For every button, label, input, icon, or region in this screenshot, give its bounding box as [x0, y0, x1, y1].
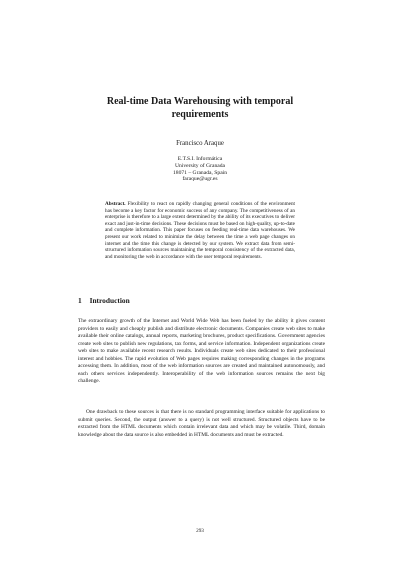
- section-title: Introduction: [89, 296, 130, 305]
- page-number: 293: [196, 528, 204, 534]
- author-affiliation: [100, 156, 300, 183]
- author-name: Francisco Araque: [176, 140, 224, 147]
- affiliation-address: 18071 – Granada, Spain: [172, 169, 228, 176]
- author-email: faraque@ugr.es: [182, 176, 218, 183]
- abstract: [105, 201, 295, 260]
- section-number: 1: [78, 296, 82, 305]
- section-heading: [78, 296, 328, 305]
- abstract-text: Flexibility to react on rapidly changing general conditions of the environment has become a key factor for economic success of any company. The competitiveness of an enterprise is therefore to a large extent determined by the ability of its executives to deliver exact and just-in-time decisions. These decisions must be based on high-quality, up-to-date and complete information. This paper focuses on feeding real-time data warehouses. We present our work related to minimize the delay between the time a web page changes on internet and the time this change is detected by our system. We extract data from semi-structured information sources maintaining the temporal consistency of the extracted data, and monitoring the web in accordance with the user temporal requirements.: [105, 201, 296, 260]
- abstract-label: Abstract.: [105, 201, 126, 207]
- body-paragraph: One drawback to these sources is that there is no standard programming interface suitable for applications to submit queries. Second, the output (answer to a query) is not well structured. Structured objects have to be extracted from the HTML documents which contain irrelevant data and which may be volatile. Third, domain knowledge about the data source is also embedded in HTML documents and must be extracted.: [78, 409, 325, 438]
- paper-title: Real-time Data Warehousing with temporal requirements: [106, 96, 294, 120]
- affiliation-university: University of Granada: [174, 162, 226, 169]
- affiliation-school: E.T.S.I. Informática: [177, 156, 223, 162]
- body-paragraph: The extraordinary growth of the Internet and World Wide Web has been fueled by the ability it gives content providers to easily and cheaply publish and distribute electronic documents. Companies create web sites to make available their online catalogs, annual reports, marketing brochures, product specifications. Government agencies create web sites to publish new regulations, tax forms, and service information. Independent organizations create web sites to make available recent research results. Individuals create web sites dedicated to their professional interest and hobbies. The rapid evolution of Web pages requires making corresponding changes in the programs accessing them. In addition, most of the web information sources are created and maintained autonomously, and each others services independently. Interoperability of the web information sources remains the next big challenge.: [78, 318, 325, 384]
